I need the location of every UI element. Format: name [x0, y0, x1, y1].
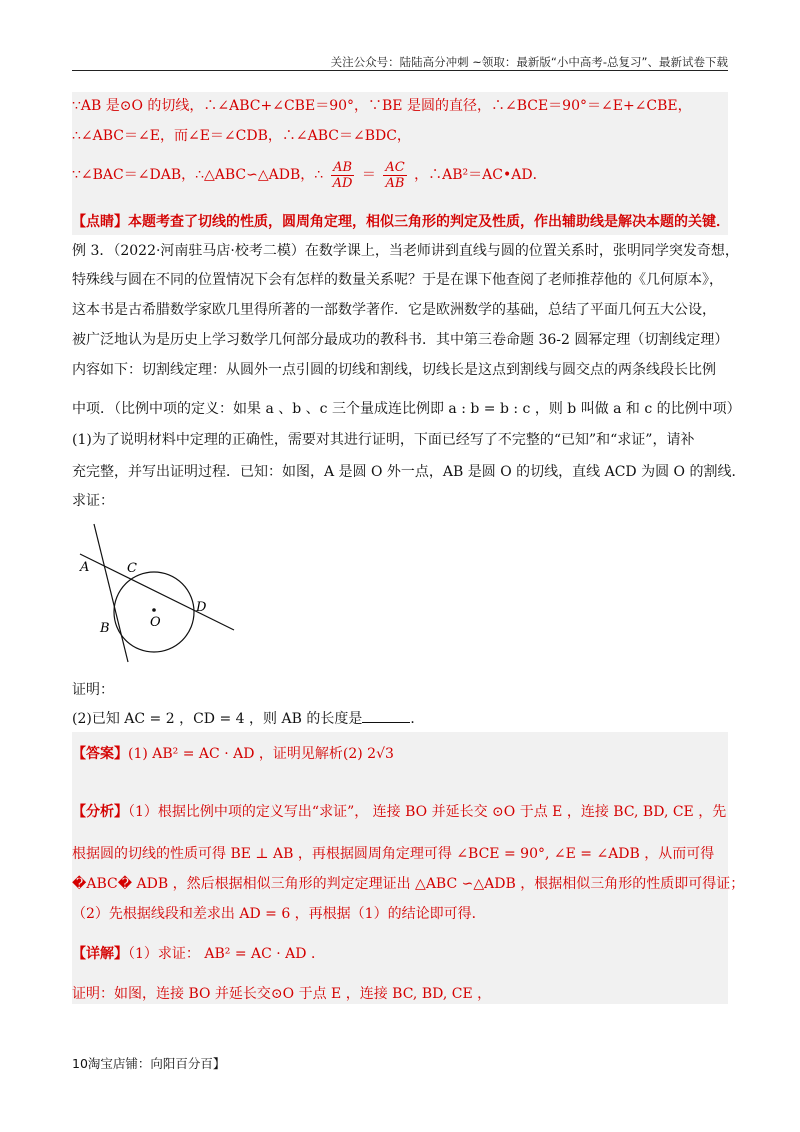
- label-b: B: [100, 621, 110, 636]
- label-a: A: [80, 560, 90, 575]
- fraction-denominator: AD: [332, 175, 353, 191]
- header-rule: [72, 70, 728, 71]
- problem-line-1: 例 3．（2022·河南驻马店·校考二模）在数学课上，当老师讲到直线与圆的位置关系时，张明同学突发奇想，: [72, 243, 739, 259]
- answer-blank: [362, 708, 410, 723]
- center-point: [152, 608, 156, 612]
- question-1-line-3: 求证：: [72, 493, 114, 509]
- question-1-line-1: (1)为了说明材料中定理的正确性，需要对其进行证明，下面已经写了不完整的“已知”和“求证”，请补: [72, 432, 695, 448]
- analysis-line-3: �ABC� ADB ，然后根据相似三角形的判定定理证出 △ABC ∽△ADB ，根据相似三角形的性质即可得证；: [72, 876, 745, 892]
- geometry-figure: [72, 516, 242, 668]
- question-2-end: ．: [410, 711, 425, 727]
- label-c: C: [127, 561, 137, 576]
- answer-line: [72, 744, 394, 764]
- prev-solution-line-3: [72, 158, 547, 192]
- fraction-numerator: AC: [385, 159, 405, 175]
- label-o: O: [150, 615, 161, 630]
- comment-tag: 【点睛】: [72, 214, 128, 230]
- detail-line-1: [72, 944, 325, 964]
- comment-text: 本题考查了切线的性质，圆周角定理，相似三角形的判定及性质，作出辅助线是解决本题的关键．: [128, 214, 730, 230]
- problem-line-5: 内容如下：切割线定理：从圆外一点引圆的切线和割线，切线长是这点到割线与圆交点的两条线段长比例: [72, 362, 716, 378]
- fraction-denominator: AB: [385, 175, 405, 191]
- question-2: [72, 708, 424, 729]
- comment-line: [72, 212, 730, 232]
- problem-line-3: 这本书是古希腊数学家欧几里得所著的一部数学著作．它是欧洲数学的基础，总结了平面几何五大公设，: [72, 302, 716, 318]
- label-d: D: [196, 600, 207, 615]
- prev-solution-line-1: ∵AB 是⊙O 的切线，∴∠ABC+∠CBE＝90°，∵BE 是圆的直径，∴∠BCE＝90°＝∠E+∠CBE，: [72, 98, 692, 114]
- detail-line-2: 证明：如图，连接 BO 并延长交⊙O 于点 E ，连接 BC, BD, CE ，: [72, 986, 492, 1002]
- fraction-numerator: AB: [331, 160, 355, 176]
- detail-tag: 【详解】: [72, 946, 128, 962]
- problem-line-4: 被广泛地认为是历史上学习数学几何部分最成功的教科书．其中第三卷命题 36-2 圆幂定理（切割线定理）: [72, 332, 729, 348]
- line3-end: ，∴AB²＝AC•AD．: [414, 167, 547, 183]
- fraction-equals: ＝: [361, 167, 376, 183]
- problem-line-2: 特殊线与圆在不同的位置情况下会有怎样的数量关系呢？于是在课下他查阅了老师推荐他的《几何原本》，: [72, 272, 723, 288]
- proof-label: 证明：: [72, 682, 114, 698]
- answer-text: (1) AB² = AC · AD ，证明见解析(2) 2√3: [128, 746, 394, 762]
- prev-solution-line-2: ∴∠ABC＝∠E，而∠E＝∠CDB，∴∠ABC＝∠BDC，: [72, 128, 411, 144]
- analysis-tag: 【分析】: [72, 804, 128, 820]
- analysis-text-1: （1）根据比例中项的定义写出“求证”， 连接 BO 并延长交 ⊙O 于点 E ，连接 BC, BD, CE ，先: [128, 804, 727, 820]
- analysis-line-1: [72, 802, 726, 822]
- analysis-line-2: 根据圆的切线的性质可得 BE ⊥ AB ，再根据圆周角定理可得 ∠BCE = 90°, ∠E = ∠ADB ，从而可得: [72, 846, 715, 862]
- question-2-text: (2)已知 AC = 2 ，CD = 4 ，则 AB 的长度是: [72, 711, 363, 727]
- problem-line-6: 中项．（比例中项的定义：如果 a 、b 、c 三个量成连比例即 a : b = b : c ，则 b 叫做 a 和 c 的比例中项）: [72, 401, 741, 417]
- analysis-line-4: （2）先根据线段和差求出 AD = 6 ，再根据（1）的结论即可得．: [72, 906, 486, 922]
- detail-text-1: （1）求证： AB² = AC · AD ．: [128, 946, 325, 962]
- page-footer: 10淘宝店铺：向阳百分百】: [72, 1056, 226, 1071]
- question-1-line-2: 充完整，并写出证明过程．已知：如图，A 是圆 O 外一点，AB 是圆 O 的切线，直线 ACD 为圆 O 的割线．: [72, 464, 746, 480]
- header-text: 关注公众号：陆陆高分冲刺 ~领取：最新版“小中高考-总复习”、最新试卷下载: [330, 55, 728, 69]
- fraction-ac-ab: [383, 160, 406, 191]
- circle-o: [114, 572, 194, 652]
- line3-start: ∵∠BAC＝∠DAB，∴△ABC∽△ADB，∴: [72, 167, 324, 183]
- answer-tag: 【答案】: [72, 746, 128, 762]
- tangent-line: [94, 524, 128, 662]
- fraction-ab-ad: [331, 160, 355, 191]
